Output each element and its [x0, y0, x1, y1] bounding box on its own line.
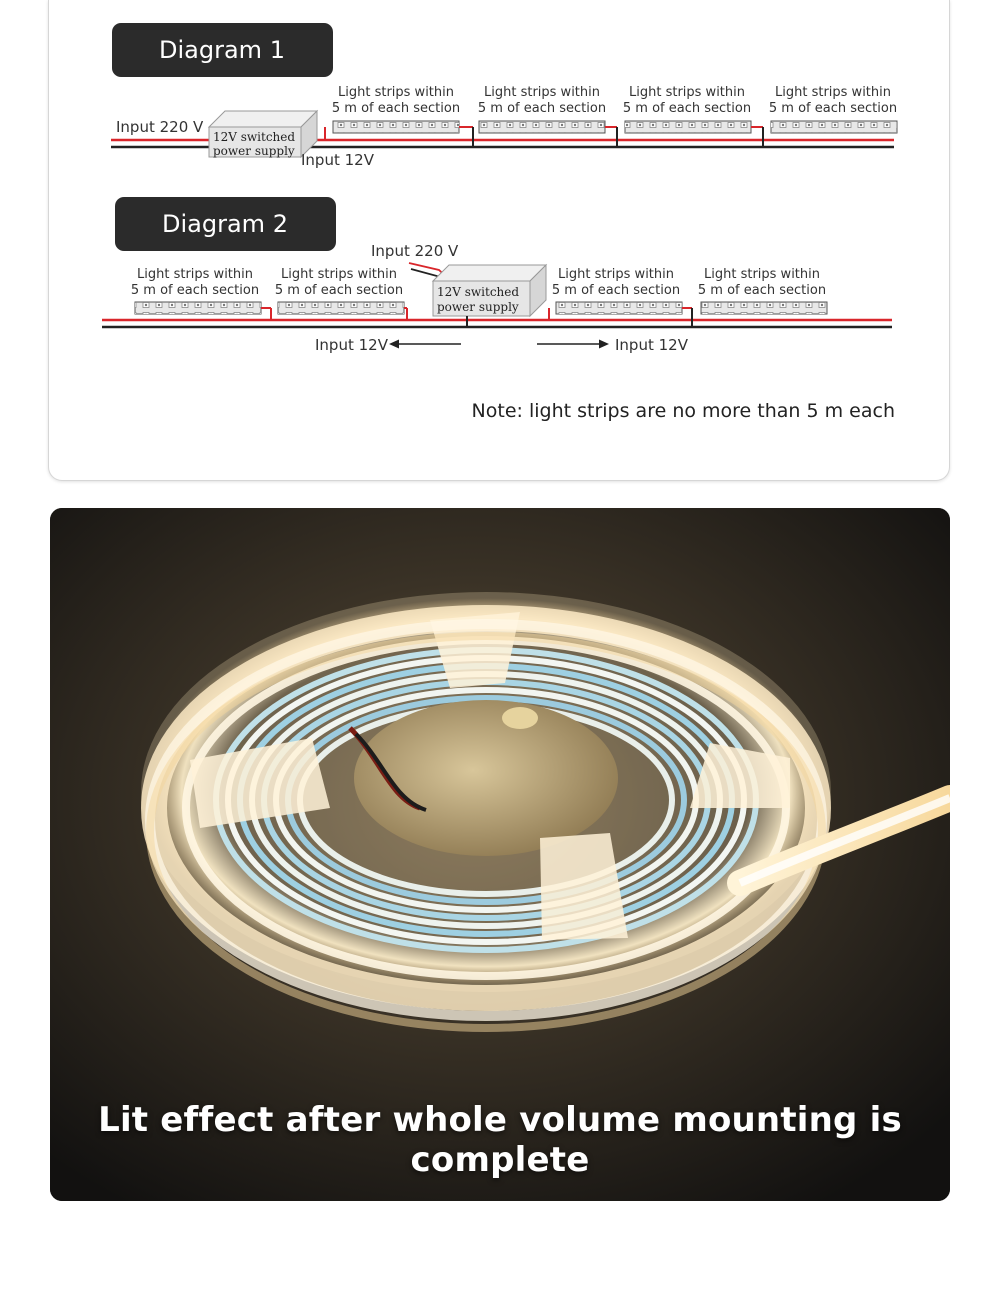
diagram-1-strip-4-label-1: Light strips within: [775, 85, 891, 100]
diagram-2-strip-1: [131, 267, 271, 320]
diagram-2-strip-1-label-1: Light strips within: [137, 267, 253, 282]
diagram-2-strip-4: [698, 267, 827, 314]
diagram-1-input-220-label: Input 220 V: [116, 118, 204, 136]
diagram-1-strip-3: [623, 85, 763, 147]
diagram-2-left-arrow: [315, 336, 461, 354]
diagram-2-right-arrow: [537, 336, 689, 354]
diagram-1-strip-3-label-1: Light strips within: [629, 85, 745, 100]
diagram-2-psu-label-2: power supply: [437, 300, 519, 314]
diagram-1-psu-label-1: 12V switched: [213, 130, 296, 144]
diagram-2-strip-4-label-2: 5 m of each section: [697, 283, 827, 298]
diagram-2-title: Diagram 2: [162, 210, 288, 238]
diagram-1-strip-2-label-1: Light strips within: [484, 85, 600, 100]
diagram-2-strip-3-label-1: Light strips within: [558, 267, 674, 282]
diagram-2-psu-label-1: 12V switched: [437, 285, 520, 299]
diagram-1-strip-1: [325, 85, 473, 147]
diagram-1-strip-1-label-1: Light strips within: [338, 85, 454, 100]
diagram-2-input-12-left-label: Input 12V: [315, 336, 388, 354]
wiring-diagram-card: [48, 0, 950, 481]
product-photo-panel: [50, 508, 950, 1201]
diagram-1-input-12-label: Input 12V: [301, 151, 374, 169]
diagram-2-input-220-label: Input 220 V: [371, 242, 459, 260]
photo-caption: Lit effect after whole volume mounting is complete: [98, 1100, 902, 1180]
diagram-2-strip-2-label-1: Light strips within: [281, 267, 397, 282]
diagram-2-input-12-right-label: Input 12V: [615, 336, 688, 354]
diagram-1-strip-2: [478, 85, 617, 147]
diagram-2-strip-3: [549, 267, 692, 327]
reel-hub: [354, 700, 618, 856]
led-strip-reel-image: [50, 508, 950, 1201]
diagram-2-power-supply: [433, 265, 546, 316]
diagram-1-strip-4: [769, 85, 897, 133]
diagram-1-strip-4-label-2: 5 m of each section: [768, 101, 898, 116]
diagram-2-strip-4-label-1: Light strips within: [704, 267, 820, 282]
note-text: Note: light strips are no more than 5 m each: [471, 400, 895, 422]
diagram-1: [111, 23, 897, 169]
diagram-1-strip-2-label-2: 5 m of each section: [477, 101, 607, 116]
diagram-1-title: Diagram 1: [159, 36, 285, 64]
diagram-2: [102, 197, 892, 354]
diagram-1-strip-3-label-2: 5 m of each section: [622, 101, 752, 116]
diagram-2-strip-2-label-2: 5 m of each section: [274, 283, 404, 298]
diagram-1-psu-label-2: power supply: [213, 144, 295, 158]
diagram-2-strip-2: [275, 267, 407, 320]
diagram-1-strip-1-label-2: 5 m of each section: [331, 101, 461, 116]
diagram-2-strip-3-label-2: 5 m of each section: [551, 283, 681, 298]
diagram-2-strip-1-label-2: 5 m of each section: [130, 283, 260, 298]
